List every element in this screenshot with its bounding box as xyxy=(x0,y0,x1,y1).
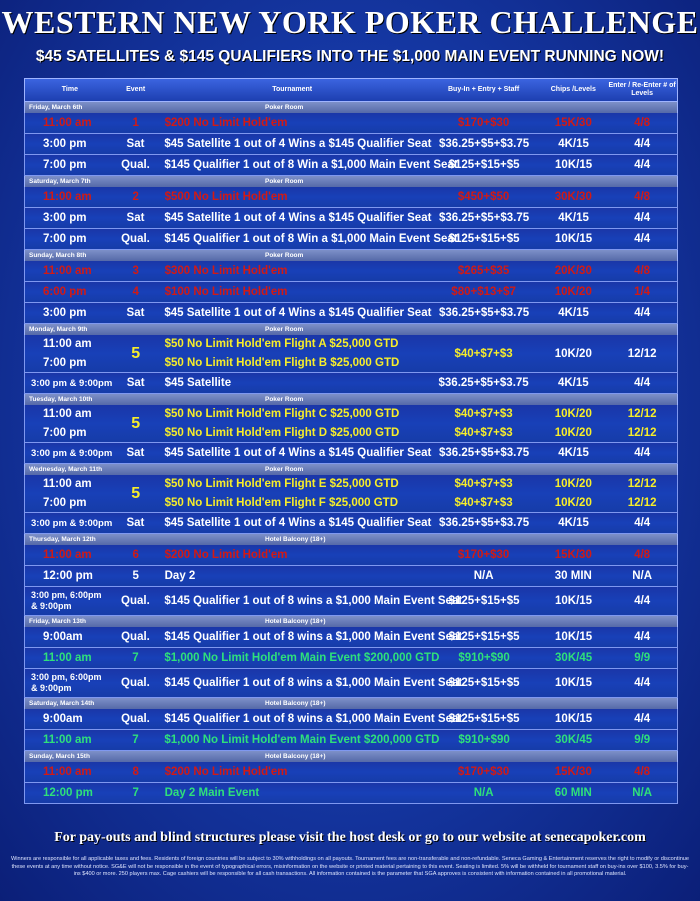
day-header xyxy=(24,394,678,405)
table-row-group xyxy=(24,405,678,443)
cell-buyin: $125+$15+$5 xyxy=(448,713,520,725)
cell-time: 11:00 am xyxy=(43,652,92,664)
cell-chips: 4K/15 xyxy=(558,517,589,529)
day-venue: Poker Room xyxy=(265,466,304,473)
table-row xyxy=(24,730,678,751)
cell-event: Qual. xyxy=(121,713,150,725)
cell-time: 12:00 pm xyxy=(43,570,93,582)
cell-chips: 15K/30 xyxy=(554,117,592,129)
day-date: Sunday, March 15th xyxy=(29,753,90,760)
cell-buyin: $125+$15+$5 xyxy=(448,159,520,171)
table-row xyxy=(24,113,678,134)
day-date: Friday, March 6th xyxy=(29,104,83,111)
cell-time: 11:00 am xyxy=(43,117,92,129)
cell-tournament: $200 No Limit Hold'em xyxy=(164,549,288,561)
table-row xyxy=(24,229,678,250)
cell-time: 12:00 pm xyxy=(43,787,93,799)
cell-buyin: $170+$30 xyxy=(457,766,510,778)
cell-levels: 4/4 xyxy=(634,233,651,245)
day-header xyxy=(24,324,678,335)
cell-levels: 4/4 xyxy=(634,138,651,150)
cell-chips: 10K/20 xyxy=(554,496,592,509)
cell-time: 9:00am xyxy=(43,713,83,725)
day-date: Thursday, March 12th xyxy=(29,536,96,543)
cell-chips: 10K/20 xyxy=(554,426,592,439)
cell-buyin: $40+$7+$3 xyxy=(454,496,513,509)
cell-buyin: $40+$7+$3 xyxy=(454,426,513,439)
cell-event: 7 xyxy=(132,787,139,799)
cell-tournament: $145 Qualifier 1 out of 8 wins a $1,000 Main Event Seat xyxy=(164,631,463,643)
table-row xyxy=(24,443,678,464)
cell-time: 7:00 pm xyxy=(43,426,87,439)
cell-buyin: $36.25+$5+$3.75 xyxy=(438,212,530,224)
day-header xyxy=(24,534,678,545)
day-header xyxy=(24,102,678,113)
cell-chips: 4K/15 xyxy=(558,212,589,224)
cell-chips: 4K/15 xyxy=(558,138,589,150)
cell-chips: 10K/20 xyxy=(554,286,592,298)
cell-tournament: $145 Qualifier 1 out of 8 wins a $1,000 Main Event Seat xyxy=(164,677,463,689)
cell-levels: 12/12 xyxy=(627,496,657,509)
cell-buyin: $125+$15+$5 xyxy=(448,233,520,245)
cell-levels: 4/4 xyxy=(634,447,651,459)
day-venue: Poker Room xyxy=(265,326,304,333)
cell-levels: 4/4 xyxy=(634,377,651,389)
cell-time: 11:00 am xyxy=(43,408,92,421)
table-row xyxy=(24,587,678,616)
cell-tournament: $145 Qualifier 1 out of 8 Win a $1,000 Main Event Seat xyxy=(164,233,458,245)
cell-buyin: $170+$30 xyxy=(457,117,510,129)
cell-tournament: $45 Satellite 1 out of 4 Wins a $145 Qualifier Seat xyxy=(164,447,432,459)
cell-event: Sat xyxy=(126,138,145,150)
table-row xyxy=(24,134,678,155)
cell-levels: N/A xyxy=(632,787,652,799)
cell-buyin: N/A xyxy=(473,570,494,582)
day-header xyxy=(24,176,678,187)
table-row xyxy=(24,545,678,566)
cell-event: 5 xyxy=(131,414,141,432)
cell-tournament: $45 Satellite 1 out of 4 Wins a $145 Qualifier Seat xyxy=(164,517,432,529)
schedule-table xyxy=(24,78,678,804)
cell-buyin: $36.25+$5+$3.75 xyxy=(438,307,530,319)
day-header xyxy=(24,250,678,261)
page-subtitle: $45 SATELLITES & $145 QUALIFIERS INTO THE $1,000 MAIN EVENT RUNNING NOW! xyxy=(35,48,665,65)
day-venue: Poker Room xyxy=(265,396,304,403)
day-venue: Poker Room xyxy=(265,252,304,259)
cell-buyin: $40+$7+$3 xyxy=(454,408,513,421)
cell-event: 1 xyxy=(132,117,139,129)
cell-levels: 4/4 xyxy=(634,307,651,319)
day-header xyxy=(24,698,678,709)
cell-buyin: $80+$13+$7 xyxy=(451,286,516,298)
cell-chips: 15K/30 xyxy=(554,766,592,778)
cell-levels: 12/12 xyxy=(627,426,657,439)
day-header xyxy=(24,616,678,627)
cell-tournament: $50 No Limit Hold'em Flight C $25,000 GTD xyxy=(164,408,400,421)
cell-buyin: $910+$90 xyxy=(458,734,510,746)
day-date: Friday, March 13th xyxy=(29,618,86,625)
cell-buyin: $450+$50 xyxy=(457,191,510,203)
cell-levels: 4/8 xyxy=(634,191,651,203)
table-row xyxy=(24,783,678,804)
cell-chips: 60 MIN xyxy=(554,787,592,799)
cell-chips: 4K/15 xyxy=(558,447,589,459)
cell-chips: 30K/45 xyxy=(555,652,593,664)
cell-chips: 15K/30 xyxy=(554,549,592,561)
cell-levels: 4/4 xyxy=(634,212,651,224)
cell-levels: 4/4 xyxy=(634,631,651,643)
cell-tournament: $145 Qualifier 1 out of 8 wins a $1,000 Main Event Seat xyxy=(164,595,463,607)
table-row-group xyxy=(24,335,678,373)
cell-event: 7 xyxy=(132,734,139,746)
header-chips: Chips /Levels xyxy=(550,86,596,93)
day-venue: Hotel Balcony (18+) xyxy=(265,536,326,543)
cell-event: Sat xyxy=(126,447,145,459)
cell-buyin: $910+$90 xyxy=(458,652,510,664)
cell-event: 7 xyxy=(132,652,139,664)
cell-time: 7:00 pm xyxy=(43,233,87,245)
cell-time: 3:00 pm xyxy=(43,212,87,224)
cell-event: 8 xyxy=(132,766,139,778)
cell-tournament: $145 Qualifier 1 out of 8 Win a $1,000 Main Event Seat xyxy=(164,159,458,171)
cell-chips: 30 MIN xyxy=(554,570,592,582)
table-row xyxy=(24,282,678,303)
day-date: Saturday, March 14th xyxy=(29,700,95,707)
cell-levels: 4/8 xyxy=(634,117,651,129)
day-venue: Hotel Balcony (18+) xyxy=(265,753,326,760)
cell-buyin: $125+$15+$5 xyxy=(448,595,520,607)
cell-buyin: $265+$35 xyxy=(457,265,510,277)
cell-time: 9:00am xyxy=(43,631,83,643)
table-row xyxy=(24,208,678,229)
cell-levels: N/A xyxy=(632,570,652,582)
cell-time: 11:00 am xyxy=(43,265,92,277)
table-row xyxy=(24,627,678,648)
cell-chips: 10K/20 xyxy=(554,478,592,491)
cell-time: 3:00 pm xyxy=(43,307,87,319)
cell-time: 11:00 am xyxy=(43,191,92,203)
cell-tournament: $50 No Limit Hold'em Flight D $25,000 GTD xyxy=(164,426,400,439)
table-row xyxy=(24,762,678,783)
cell-buyin: $36.25+$5+$3.75 xyxy=(438,517,530,529)
cell-levels: 12/12 xyxy=(627,347,657,360)
cell-buyin: $40+$7+$3 xyxy=(454,478,513,491)
cell-buyin: $170+$30 xyxy=(457,549,510,561)
cell-levels: 12/12 xyxy=(627,408,657,421)
cell-time: 6:00 pm xyxy=(43,286,87,298)
table-row xyxy=(24,566,678,587)
cell-time: 11:00 am xyxy=(43,766,92,778)
cell-tournament: Day 2 xyxy=(164,570,196,582)
fine-print: Winners are responsible for all applicable taxes and fees. Residents of foreign countries will be subject to 30% withholdings on all payouts. Tournament fees are non-transferable and non-refundable. Seneca Gaming & Entertainment reserves the right to modify or discontinue these events at any time without notice. SG&E will not be responsible in the event of typographical errors, misinformation on the website or printed material pertaining to this event. Seating is limited. 5% will be withheld for tournament staff on buy-ins over $100, 3.5% for buy-ins $400 or more. 250 players max. Cage cashiers will be responsible for all cash transactions. All information contained is the parameter that SGA approves is consistent with information contained in all promotional material. xyxy=(10,856,690,877)
cell-buyin: $36.25+$5+$3.75 xyxy=(438,377,529,389)
table-row xyxy=(24,709,678,730)
cell-tournament: $50 No Limit Hold'em Flight E $25,000 GTD xyxy=(164,478,399,491)
cell-tournament: $500 No Limit Hold'em xyxy=(164,191,288,203)
cell-levels: 9/9 xyxy=(634,652,651,664)
cell-levels: 4/4 xyxy=(634,159,651,171)
cell-tournament: $45 Satellite 1 out of 4 Wins a $145 Qualifier Seat xyxy=(164,138,432,150)
cell-time: 3:00 pm, 6:00pm xyxy=(31,590,102,600)
table-row xyxy=(24,513,678,534)
cell-event: 5 xyxy=(131,484,141,502)
cell-time: 3:00 pm & 9:00pm xyxy=(31,377,113,389)
cell-tournament: $1,000 No Limit Hold'em Main Event $200,000 GTD xyxy=(164,734,440,746)
header-levels: Enter / Re-Enter # of Levels xyxy=(608,82,676,97)
cell-chips: 30K/45 xyxy=(555,734,593,746)
header-event: Event xyxy=(126,86,146,93)
day-header xyxy=(24,464,678,475)
cell-chips: 10K/15 xyxy=(555,159,593,171)
cell-levels: 1/4 xyxy=(634,286,651,298)
cell-tournament: $45 Satellite 1 out of 4 Wins a $145 Qualifier Seat xyxy=(164,212,432,224)
cell-chips: 10K/15 xyxy=(555,713,593,725)
cell-levels: 4/4 xyxy=(634,677,651,689)
day-header xyxy=(24,751,678,762)
cell-levels: 4/4 xyxy=(634,713,651,725)
cell-tournament: $45 Satellite 1 out of 4 Wins a $145 Qualifier Seat xyxy=(164,307,432,319)
cell-tournament: $45 Satellite xyxy=(164,377,232,389)
cell-event: Qual. xyxy=(121,595,150,607)
cell-tournament: $200 No Limit Hold'em xyxy=(164,766,288,778)
cell-time: & 9:00pm xyxy=(31,683,72,693)
cell-levels: 4/8 xyxy=(634,265,651,277)
cell-chips: 4K/15 xyxy=(557,377,589,389)
cell-buyin: $36.25+$5+$3.75 xyxy=(438,138,530,150)
day-venue: Poker Room xyxy=(265,104,304,111)
day-date: Sunday, March 8th xyxy=(29,252,87,259)
cell-event: Sat xyxy=(126,377,145,389)
cell-tournament: $145 Qualifier 1 out of 8 wins a $1,000 Main Event Seat xyxy=(164,713,463,725)
cell-chips: 10K/15 xyxy=(555,233,593,245)
cell-levels: 4/8 xyxy=(634,766,651,778)
table-row-group xyxy=(24,475,678,513)
cell-tournament: $50 No Limit Hold'em Flight A $25,000 GTD xyxy=(164,338,399,351)
cell-tournament: $50 No Limit Hold'em Flight F $25,000 GTD xyxy=(164,496,399,509)
cell-chips: 4K/15 xyxy=(558,307,589,319)
cell-buyin: $36.25+$5+$3.75 xyxy=(438,447,530,459)
cell-levels: 4/4 xyxy=(634,517,651,529)
header-tournament: Tournament xyxy=(272,86,313,93)
table-row xyxy=(24,669,678,698)
cell-time: 11:00 am xyxy=(43,338,92,351)
cell-event: 2 xyxy=(132,191,139,203)
cell-levels: 4/4 xyxy=(634,595,651,607)
table-row xyxy=(24,303,678,324)
cell-levels: 9/9 xyxy=(634,734,651,746)
cell-event: 3 xyxy=(132,265,139,277)
page-title: WESTERN NEW YORK POKER CHALLENGE xyxy=(1,4,699,40)
cell-time: & 9:00pm xyxy=(31,601,72,611)
cell-buyin: N/A xyxy=(473,787,494,799)
cell-event: 6 xyxy=(132,549,139,561)
header-time: Time xyxy=(61,86,78,93)
cell-time: 7:00 pm xyxy=(43,496,87,509)
cell-time: 11:00 am xyxy=(43,734,92,746)
cell-buyin: $125+$15+$5 xyxy=(448,631,520,643)
cell-tournament: $300 No Limit Hold'em xyxy=(164,265,288,277)
cell-event: 5 xyxy=(131,344,141,362)
table-header xyxy=(24,78,678,102)
day-date: Saturday, March 7th xyxy=(29,178,91,185)
cell-time: 7:00 pm xyxy=(43,356,87,369)
day-date: Wednesday, March 11th xyxy=(29,466,103,473)
table-row xyxy=(24,373,678,394)
day-date: Monday, March 9th xyxy=(29,326,88,333)
cell-buyin: $125+$15+$5 xyxy=(448,677,520,689)
cell-levels: 12/12 xyxy=(627,478,657,491)
cell-time: 11:00 am xyxy=(43,549,92,561)
cell-chips: 10K/20 xyxy=(554,408,592,421)
day-venue: Hotel Balcony (18+) xyxy=(265,700,326,707)
day-date: Tuesday, March 10th xyxy=(29,396,93,403)
header-buyin: Buy-In + Entry + Staff xyxy=(448,86,520,93)
cell-chips: 10K/15 xyxy=(555,595,593,607)
cell-event: Qual. xyxy=(121,631,150,643)
cell-levels: 4/8 xyxy=(634,549,651,561)
day-venue: Hotel Balcony (18+) xyxy=(265,618,326,625)
cell-time: 3:00 pm & 9:00pm xyxy=(31,447,113,459)
cell-chips: 10K/15 xyxy=(555,631,593,643)
cell-time: 3:00 pm, 6:00pm xyxy=(31,672,102,682)
table-row xyxy=(24,261,678,282)
day-venue: Poker Room xyxy=(265,178,304,185)
table-row xyxy=(24,155,678,176)
cell-event: Sat xyxy=(126,307,145,319)
cell-buyin: $40+$7+$3 xyxy=(454,347,513,360)
cell-event: 4 xyxy=(132,286,139,298)
cell-tournament: $1,000 No Limit Hold'em Main Event $200,000 GTD xyxy=(164,652,440,664)
table-row xyxy=(24,648,678,669)
cell-chips: 10K/20 xyxy=(554,347,592,360)
table-row xyxy=(24,187,678,208)
cell-tournament: Day 2 Main Event xyxy=(164,787,260,799)
cell-time: 11:00 am xyxy=(43,478,92,491)
cell-event: Sat xyxy=(126,212,145,224)
footer-note: For pay-outs and blind structures please visit the host desk or go to our website at senecapoker.com xyxy=(54,830,646,845)
cell-tournament: $100 No Limit Hold'em xyxy=(164,286,288,298)
cell-event: 5 xyxy=(132,570,139,582)
cell-event: Qual. xyxy=(121,233,150,245)
cell-time: 3:00 pm & 9:00pm xyxy=(31,517,113,529)
cell-event: Qual. xyxy=(121,159,150,171)
cell-event: Sat xyxy=(126,517,145,529)
cell-event: Qual. xyxy=(121,677,150,689)
cell-chips: 10K/15 xyxy=(555,677,593,689)
cell-chips: 20K/30 xyxy=(554,265,592,277)
cell-tournament: $200 No Limit Hold'em xyxy=(164,117,288,129)
cell-chips: 30K/30 xyxy=(554,191,592,203)
cell-time: 3:00 pm xyxy=(43,138,87,150)
cell-tournament: $50 No Limit Hold'em Flight B $25,000 GTD xyxy=(164,356,400,369)
cell-time: 7:00 pm xyxy=(43,159,87,171)
